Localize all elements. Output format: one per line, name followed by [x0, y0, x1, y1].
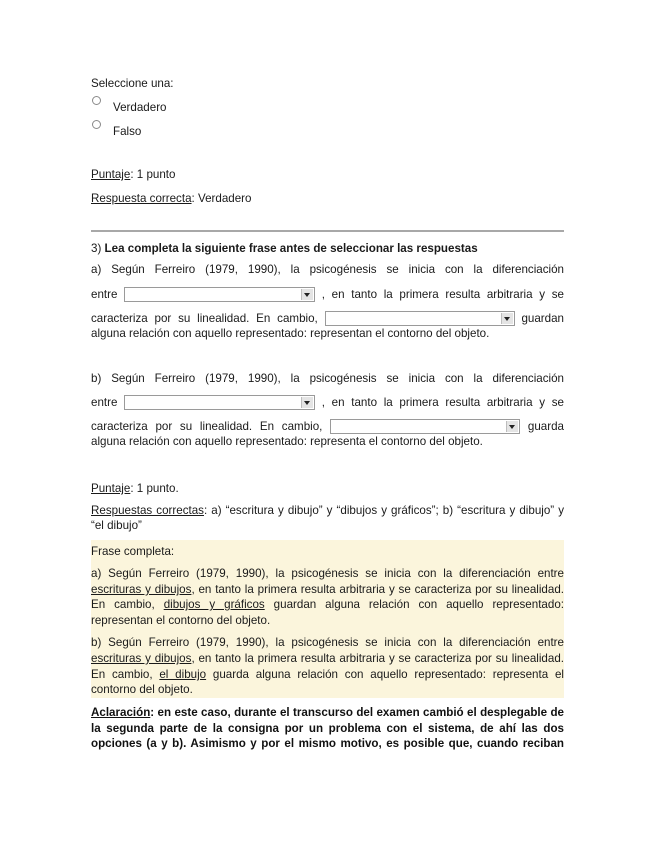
full-b-line2 — [91, 652, 564, 666]
clarification-text1: : en este caso, durante el transcurso del examen cambió el desplegable de — [150, 706, 564, 719]
correct-answer-label: Respuesta correcta — [91, 192, 192, 205]
full-a-line2-rest: , en tanto la primera resulta arbitraria y se caracteriza por su linealidad. — [191, 583, 564, 596]
clarification-line3: opciones (a y b). Asimismo y por el mismo motivo, es posible que, cuando reciban — [91, 737, 564, 750]
q3b-line2-pre: entre — [91, 396, 118, 409]
q3a-line3-post: guardan — [521, 312, 564, 325]
full-b-line1: b) Según Ferreiro (1979, 1990), la psicogénesis se inicia con la diferenciación entre — [91, 636, 564, 649]
q3-score-value: : 1 punto. — [130, 482, 179, 495]
full-b-line2-rest: , en tanto la primera resulta arbitraria y se caracteriza por su linealidad. — [191, 652, 564, 665]
full-a-answer1: escrituras y dibujos — [91, 583, 192, 596]
q3-score — [91, 482, 179, 495]
q2-correct-answer — [91, 192, 251, 205]
score-label: Puntaje — [91, 168, 131, 181]
full-a-answer2: dibujos y gráficos — [163, 598, 265, 611]
q3a-line2-post: , en tanto la primera resulta arbitraria y se — [321, 288, 564, 301]
full-phrase-box — [91, 540, 564, 698]
q3b-dropdown-2[interactable] — [330, 419, 520, 434]
option-falso-label: Falso — [113, 125, 142, 138]
full-a-line1: a) Según Ferreiro (1979, 1990), la psicogénesis se inicia con la diferenciación entre — [91, 567, 564, 580]
full-b-line4: contorno del objeto. — [91, 683, 193, 696]
full-b-answer1: escrituras y dibujos — [91, 652, 192, 665]
q3b-line1: b) Según Ferreiro (1979, 1990), la psicogénesis se inicia con la diferenciación — [91, 372, 564, 385]
q3b-line4: alguna relación con aquello representado: representa el contorno del objeto. — [91, 435, 483, 448]
full-b-line3-rest: guarda alguna relación con aquello representado: representa el — [212, 668, 564, 681]
q3a-line4: alguna relación con aquello representado: representan el contorno del objeto. — [91, 327, 490, 340]
q3b-line2 — [91, 395, 564, 410]
q3-score-label: Puntaje — [91, 482, 131, 495]
full-a-line3 — [91, 598, 564, 612]
correct-answers-label: Respuestas correctas — [91, 504, 204, 517]
full-b-line3 — [91, 668, 564, 682]
chevron-down-icon[interactable] — [506, 421, 518, 432]
q3b-line3-pre: caracteriza por su linealidad. En cambio, — [91, 420, 323, 433]
q3-title-text: Lea completa la siguiente frase antes de seleccionar las respuestas — [104, 242, 478, 255]
full-a-line2 — [91, 583, 564, 597]
correct-answers-text: : a) “escritura y dibujo” y “dibujos y gráficos”; b) “escritura y dibujo” y — [203, 504, 565, 517]
section-divider — [91, 230, 564, 232]
q2-score — [91, 168, 175, 181]
clarification-line2: la segunda parte de la consigna por un problema con el sistema, de ahí las dos — [91, 722, 564, 735]
option-falso[interactable] — [91, 119, 142, 138]
option-verdadero-label: Verdadero — [113, 101, 167, 114]
clarification-line1 — [91, 706, 564, 720]
q3-correct-answers-line2: “el dibujo” — [91, 519, 142, 532]
q3a-line1: a) Según Ferreiro (1979, 1990), la psicogénesis se inicia con la diferenciación — [91, 263, 564, 276]
clarification-label: Aclaración — [91, 706, 151, 719]
full-b-answer2: el dibujo — [159, 668, 207, 681]
q3a-line2 — [91, 287, 564, 302]
q3a-line2-pre: entre — [91, 288, 118, 301]
q3a-line3-pre: caracteriza por su linealidad. En cambio, — [91, 312, 318, 325]
chevron-down-icon[interactable] — [301, 289, 313, 300]
full-phrase-heading: Frase completa: — [91, 545, 175, 558]
q3-number: 3) — [91, 242, 102, 255]
chevron-down-icon[interactable] — [501, 313, 513, 324]
q3a-line3 — [91, 311, 564, 326]
full-a-line3-pre: En cambio, — [91, 598, 155, 611]
radio-verdadero[interactable] — [92, 96, 101, 105]
full-b-line3-pre: En cambio, — [91, 668, 153, 681]
q3b-line3-post: guarda — [527, 420, 564, 433]
q3b-dropdown-1[interactable] — [124, 395, 315, 410]
q3b-line2-post: , en tanto la primera resulta arbitraria y se — [321, 396, 564, 409]
q3a-dropdown-1[interactable] — [124, 287, 315, 302]
full-a-line3-rest: guardan alguna relación con aquello representado: — [273, 598, 564, 611]
option-verdadero[interactable] — [91, 95, 167, 114]
full-a-line4: representan el contorno del objeto. — [91, 614, 271, 627]
radio-falso[interactable] — [92, 120, 101, 129]
q3b-line3 — [91, 419, 564, 434]
q3-title — [91, 242, 478, 255]
score-value: : 1 punto — [130, 168, 176, 181]
select-one-prompt: Seleccione una: — [91, 77, 174, 90]
q3-correct-answers-line1 — [91, 504, 564, 518]
q3a-dropdown-2[interactable] — [325, 311, 515, 326]
chevron-down-icon[interactable] — [301, 397, 313, 408]
correct-answer-value: : Verdadero — [191, 192, 252, 205]
